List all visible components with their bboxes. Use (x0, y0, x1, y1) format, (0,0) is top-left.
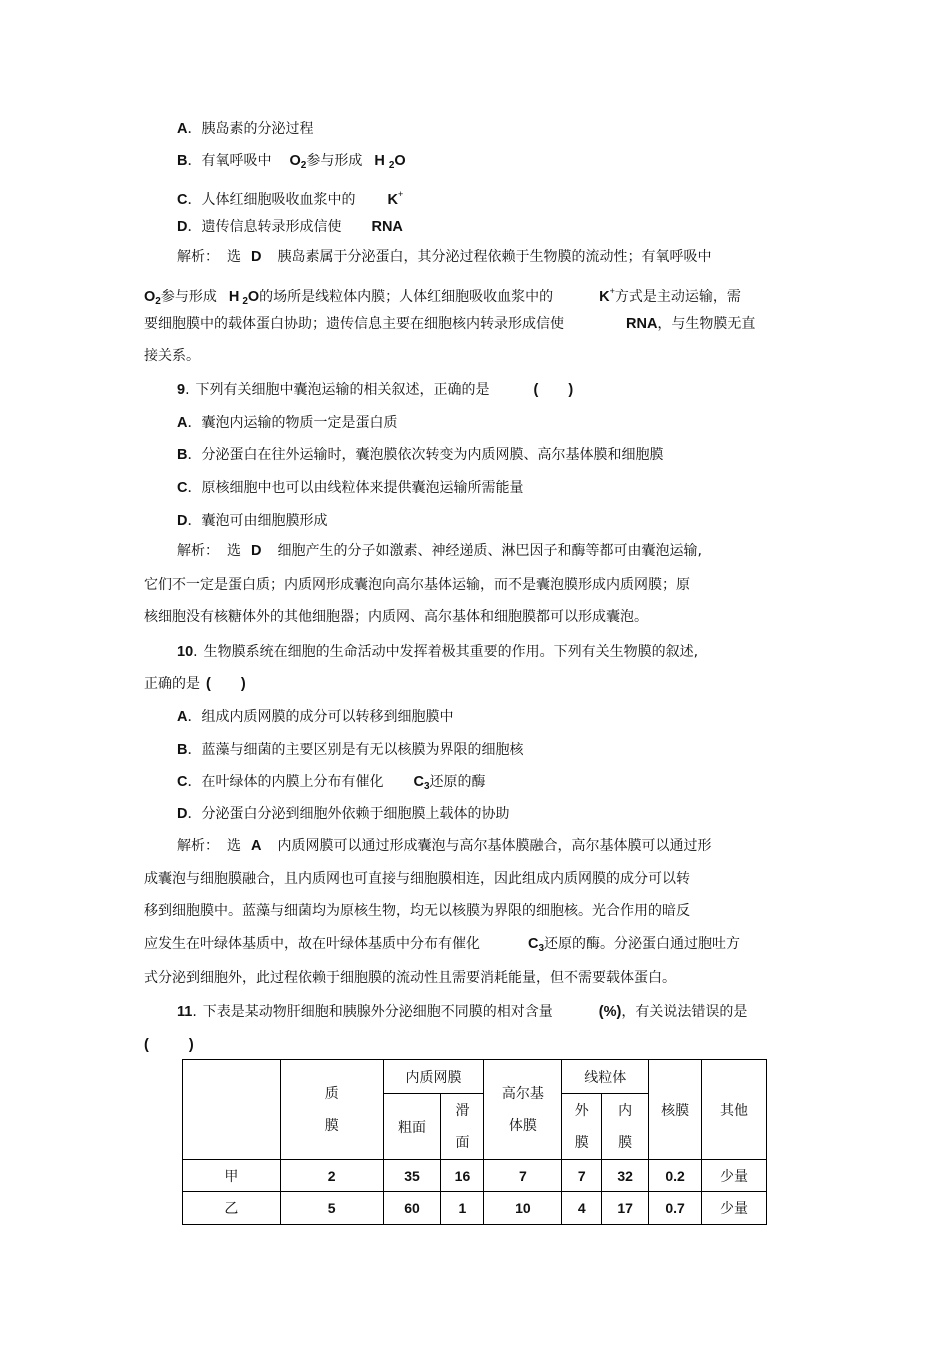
answer-letter: A (251, 838, 262, 854)
question-number: 9 (177, 382, 186, 398)
option-text: 胰岛素的分泌过程 (201, 121, 314, 137)
option-text: 遗传信息转录形成信使 (201, 219, 342, 235)
option-letter: C (177, 192, 188, 208)
q8-explanation-line-3: 要细胞膜中的载体蛋白协助；遗传信息主要在细胞核内转录形成信使 RNA，与生物膜无直 (144, 316, 756, 332)
header-golgi-membrane: 高尔基 体膜 (484, 1060, 562, 1160)
rna-term: RNA (371, 219, 403, 235)
q8-option-a: A．胰岛素的分泌过程 (177, 121, 314, 137)
header-mitochondria: 线粒体 (562, 1060, 649, 1094)
q10-explanation-line-5: 式分泌到细胞外，此过程依赖于细胞膜的流动性且需要消耗能量，但不需要载体蛋白。 (144, 970, 676, 986)
q9-option-b: B．分泌蛋白在往外运输时，囊泡膜依次转变为内质网膜、高尔基体膜和细胞膜 (177, 447, 664, 463)
q9-explanation-line-1: 解析： 选 D 细胞产生的分子如激素、神经递质、淋巴因子和酶等都可由囊泡运输, (177, 543, 702, 559)
q10-option-b: B．蓝藻与细菌的主要区别是有无以核膜为界限的细胞核 (177, 742, 524, 758)
q9-stem: 9. 下列有关细胞中囊泡运输的相关叙述，正确的是 ( ) (177, 382, 574, 398)
potassium-ion: K+ (387, 189, 404, 208)
membrane-content-table (182, 1059, 767, 1225)
table-corner-cell (183, 1060, 281, 1160)
q9-option-d: D．囊泡可由细胞膜形成 (177, 513, 328, 529)
question-number: 11 (177, 1004, 193, 1020)
table-row: 乙 5 60 1 10 4 17 0.7 少量 (183, 1192, 767, 1225)
q10-option-c: C．在叶绿体的内膜上分布有催化 $C_3$还原的酶 (177, 774, 486, 792)
header-rough-er: 粗面 (383, 1094, 441, 1160)
q9-explanation-line-3: 核细胞没有核糖体外的其他细胞器；内质网、高尔基体和细胞膜都可以形成囊泡。 (144, 609, 648, 625)
option-text-mid: 参与形成 (306, 153, 363, 169)
option-letter: B (177, 153, 188, 169)
header-other: 其他 (702, 1060, 767, 1160)
q8-option-d: D．遗传信息转录形成信使 RNA (177, 219, 403, 235)
answer-letter: D (251, 249, 262, 265)
q8-explanation-line-4: 接关系。 (144, 348, 200, 364)
question-number: 10 (177, 644, 194, 660)
q10-explanation-line-3: 移到细胞膜中。蓝藻与细菌均为原核生物，均无以核膜为界限的细胞核。光合作用的暗反 (144, 903, 690, 919)
q10-option-d: D．分泌蛋白分泌到细胞外依赖于细胞膜上载体的协助 (177, 806, 510, 822)
q10-option-a: A．组成内质网膜的成分可以转移到细胞膜中 (177, 709, 454, 725)
q10-explanation-line-4: 应发生在叶绿体基质中，故在叶绿体基质中分布有催化 $C_3$还原的酶。分泌蛋白通过胞吐方 (144, 936, 741, 954)
q9-explanation-line-2: 它们不一定是蛋白质；内质网形成囊泡向高尔基体运输，而不是囊泡膜形成内质网膜；原 (144, 577, 690, 593)
q8-explanation-line-1: 解析： 选 D 胰岛素属于分泌蛋白，其分泌过程依赖于生物膜的流动性；有氧呼吸中 (177, 249, 712, 265)
q10-explanation-line-1: 解析： 选 A 内质网膜可以通过形成囊泡与高尔基体膜融合，高尔基体膜可以通过形 (177, 838, 712, 854)
option-text: 有氧呼吸中 (201, 153, 272, 169)
q8-option-b: B．有氧呼吸中 $O_2$参与形成 H $_2$O (177, 153, 406, 171)
q9-option-a: A．囊泡内运输的物质一定是蛋白质 (177, 415, 398, 431)
h2o-formula: H $_2$O (374, 153, 406, 171)
q8-option-c: C．人体红细胞吸收血浆中的 K+ (177, 189, 404, 208)
q10-stem-line-1: 10. 生物膜系统在细胞的生命活动中发挥着极其重要的作用。下列有关生物膜的叙述, (177, 644, 699, 660)
option-letter: D (177, 219, 188, 235)
q11-answer-parens: ( ) (144, 1037, 194, 1053)
q10-explanation-line-2: 成囊泡与细胞膜融合，且内质网也可直接与细胞膜相连，因此组成内质网膜的成分可以转 (144, 871, 690, 887)
q8-explanation-line-2: $O_2$参与形成 H $_2$O的场所是线粒体内膜；人体红细胞吸收血浆中的 K+方式是主动运输，需 (144, 286, 741, 307)
header-nuclear-membrane: 核膜 (649, 1060, 702, 1160)
header-er-membrane: 内质网膜 (383, 1060, 484, 1094)
o2-formula: $O_2$ (289, 153, 307, 171)
q9-option-c: C．原核细胞中也可以由线粒体来提供囊泡运输所需能量 (177, 480, 524, 496)
q11-stem: 11. 下表是某动物肝细胞和胰腺外分泌细胞不同膜的相对含量 (%)，有关说法错误的是 (177, 1004, 748, 1020)
answer-letter: D (251, 543, 262, 559)
header-smooth-er: 滑 面 (441, 1094, 484, 1160)
header-plasma-membrane: 质 膜 (280, 1060, 383, 1160)
option-letter: A (177, 121, 188, 137)
table-row: 甲 2 35 16 7 7 32 0.2 少量 (183, 1160, 767, 1192)
header-outer-membrane: 外 膜 (562, 1094, 602, 1160)
q10-stem-line-2: 正确的是 ( ) (144, 676, 246, 692)
option-text: 人体红细胞吸收血浆中的 (201, 192, 356, 208)
header-inner-membrane: 内 膜 (602, 1094, 649, 1160)
